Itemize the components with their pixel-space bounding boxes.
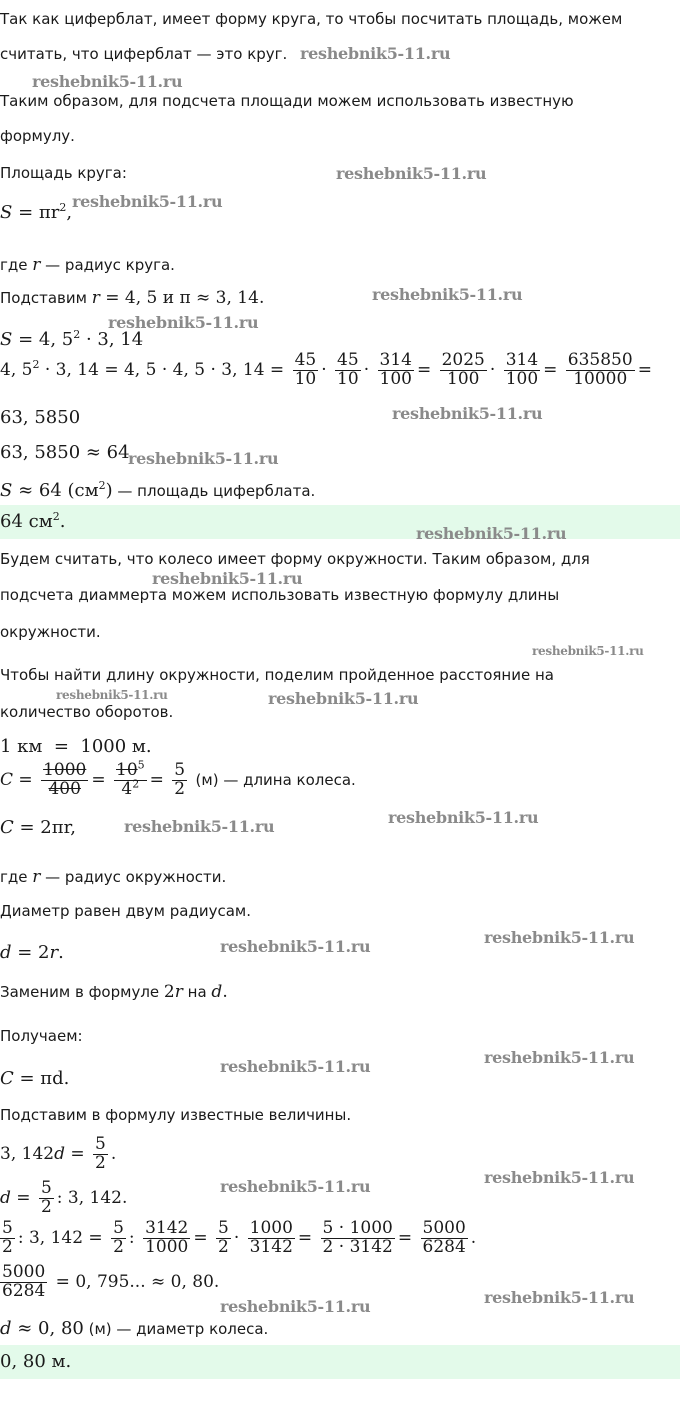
text-line: Подставим в формулу известные величины. <box>0 1106 352 1124</box>
text-line: d ≈ 0, 80 (м) — диаметр колеса. <box>0 1318 269 1339</box>
watermark: reshebnik5-11.ru <box>336 164 487 183</box>
formula: d = $\frac{5}{2}$ : 3, 142. <box>0 1178 128 1217</box>
formula: C = 2πr, <box>0 817 76 838</box>
text-line: количество оборотов. <box>0 703 174 721</box>
watermark: reshebnik5-11.ru <box>416 524 567 543</box>
text-line: Заменим в формуле 2r на d. <box>0 982 228 1002</box>
watermark: reshebnik5-11.ru <box>484 1168 635 1187</box>
text-line: где r — радиус круга. <box>0 255 175 275</box>
formula: C = πd. <box>0 1068 70 1089</box>
watermark: reshebnik5-11.ru <box>484 1288 635 1307</box>
text-line: Таким образом, для подсчета площади можем использовать известную <box>0 92 574 110</box>
text-line: формулу. <box>0 127 75 145</box>
text-line: Диаметр равен двум радиусам. <box>0 902 251 920</box>
text-line: Чтобы найти длину окружности, поделим пройденное расстояние на <box>0 666 554 684</box>
formula: 63, 5850 ≈ 64 <box>0 442 130 463</box>
watermark: reshebnik5-11.ru <box>220 1297 371 1316</box>
watermark: reshebnik5-11.ru <box>300 44 451 63</box>
formula: $S = \pi r^2$, <box>0 201 73 223</box>
watermark: reshebnik5-11.ru <box>388 808 539 827</box>
answer-text: 0, 80 м. <box>0 1351 72 1372</box>
watermark: reshebnik5-11.ru <box>372 285 523 304</box>
watermark: reshebnik5-11.ru <box>72 192 223 211</box>
watermark: reshebnik5-11.ru <box>56 688 168 702</box>
text-line: Получаем: <box>0 1027 83 1045</box>
text-line: окружности. <box>0 623 101 641</box>
watermark: reshebnik5-11.ru <box>392 404 543 423</box>
formula: $\frac{5000}{6284}$ = 0, 795... ≈ 0, 80. <box>2 1262 220 1301</box>
formula: d = 2r. <box>0 942 64 963</box>
watermark: reshebnik5-11.ru <box>268 689 419 708</box>
watermark: reshebnik5-11.ru <box>484 928 635 947</box>
watermark: reshebnik5-11.ru <box>152 569 303 588</box>
watermark: reshebnik5-11.ru <box>220 1057 371 1076</box>
watermark: reshebnik5-11.ru <box>532 644 644 658</box>
text-line: Так как циферблат, имеет форму круга, то чтобы посчитать площадь, можем <box>0 10 623 28</box>
formula-long: 4, $5^2 \cdot 3$, 14 = 4, 5 · 4, 5 · 3, 14 = $\frac{45}{10}$ · $\frac{45}{10}$ · $\frac{314}{100}$ = $\frac{2025}{100}$ · $\frac{314}{100}$ = $\frac{635850}{10000}$ = <box>0 350 652 389</box>
text-line: Подставим r = 4, 5 и π ≈ 3, 14. <box>0 288 265 308</box>
formula: 1 км = 1000 м. <box>0 736 152 757</box>
text-line: Площадь круга: <box>0 164 127 182</box>
answer-box <box>0 505 680 539</box>
formula: C = $\frac{1000}{400}$ = $\frac{10^5}{4^2}$ = $\frac{5}{2}$ (м) — длина колеса. <box>0 758 356 799</box>
text-line: считать, что циферблат — это круг. <box>0 45 288 63</box>
answer-box <box>0 1345 680 1379</box>
watermark: reshebnik5-11.ru <box>220 1177 371 1196</box>
formula: S = 4, $5^2 \cdot 3$, 14 <box>0 328 144 350</box>
formula: 63, 5850 <box>0 407 81 428</box>
watermark: reshebnik5-11.ru <box>128 449 279 468</box>
text-line: Будем считать, что колесо имеет форму окружности. Таким образом, для <box>0 550 590 568</box>
formula-long: $\frac{5}{2}$ : 3, 142 = $\frac{5}{2}$ : $\frac{3142}{1000}$ = $\frac{5}{2}$ · $\frac{1000}{3142}$ = $\frac{5 \cdot 1000}{2 \cdot 3142}$ = $\frac{5000}{6284}$ . <box>2 1218 477 1257</box>
answer-text: 64 $см^2$. <box>0 510 66 532</box>
watermark: reshebnik5-11.ru <box>220 937 371 956</box>
watermark: reshebnik5-11.ru <box>108 313 259 332</box>
watermark: reshebnik5-11.ru <box>124 817 275 836</box>
text-line: S ≈ 64 $(см^2)$ — площадь циферблата. <box>0 479 316 501</box>
formula: 3, 142d = $\frac{5}{2}$ . <box>0 1134 117 1173</box>
text-line: где r — радиус окружности. <box>0 867 227 887</box>
watermark: reshebnik5-11.ru <box>484 1048 635 1067</box>
text-line: подсчета диаммерта можем использовать известную формулу длины <box>0 586 560 604</box>
watermark: reshebnik5-11.ru <box>32 72 183 91</box>
